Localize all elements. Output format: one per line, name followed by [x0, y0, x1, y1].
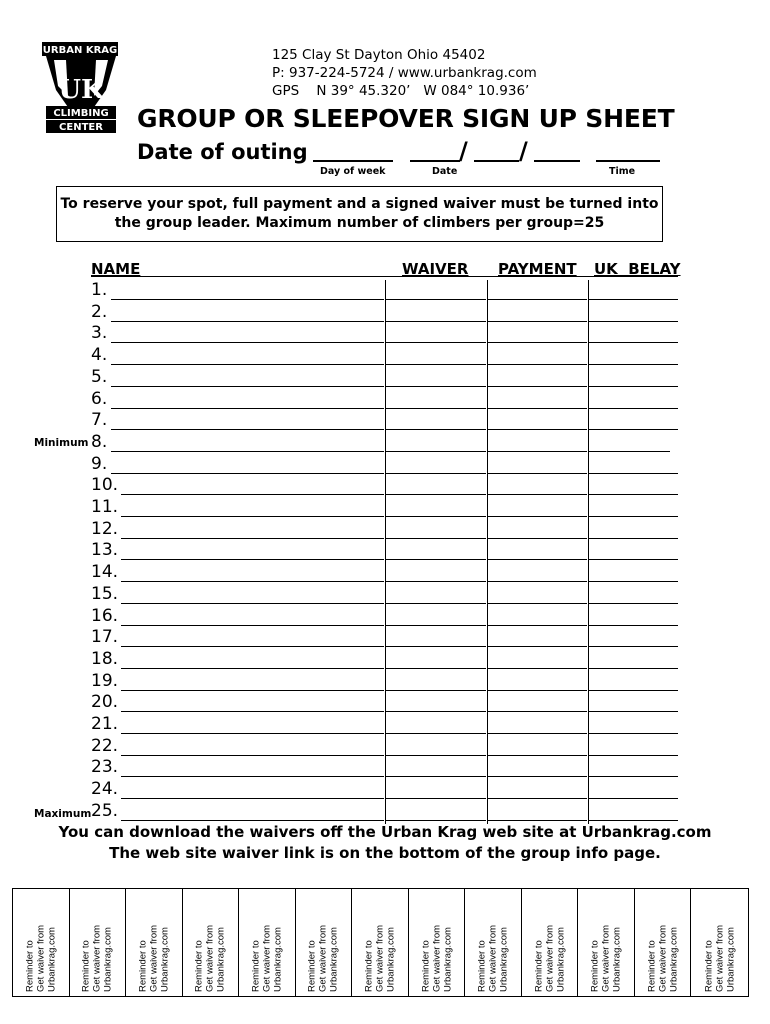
payment-field[interactable] [488, 429, 587, 430]
day-of-week-blank[interactable] [313, 160, 393, 162]
reminder-line: Urbankrag.com [555, 927, 567, 992]
reminder-line: Reminder to [420, 940, 432, 992]
belay-field[interactable] [589, 668, 678, 669]
row-number: 22. [91, 735, 119, 756]
reminder-strip [691, 889, 748, 996]
belay-field[interactable] [589, 776, 678, 777]
reminder-text [81, 925, 114, 992]
payment-field[interactable] [488, 690, 587, 691]
row-number: 4. [91, 345, 108, 366]
belay-field[interactable] [589, 538, 678, 539]
row-number: 24. [91, 779, 119, 800]
name-field[interactable] [121, 516, 384, 517]
notice-line-1: To reserve your spot, full payment and a signed waiver must be turned into [60, 196, 659, 212]
name-field[interactable] [121, 690, 384, 691]
payment-field[interactable] [488, 516, 587, 517]
address-phone-web: P: 937-224-5724 / www.urbankrag.com [272, 65, 537, 81]
row-number: 12. [91, 518, 119, 539]
reminder-text [590, 925, 623, 992]
minimum-label: Minimum [34, 437, 89, 449]
reminder-line: Get waiver from [374, 924, 386, 992]
date-slash-2: / [519, 137, 528, 165]
reminder-line: Get waiver from [600, 924, 612, 992]
payment-field[interactable] [488, 603, 587, 604]
reminder-line: Reminder to [80, 940, 92, 992]
belay-field[interactable] [589, 408, 678, 409]
row-number: 1. [91, 280, 108, 300]
reminder-text [363, 925, 396, 992]
name-field[interactable] [121, 625, 384, 626]
reminder-line: Get waiver from [544, 924, 556, 992]
reminder-line: Urbankrag.com [272, 927, 284, 992]
reminder-strip [239, 889, 296, 996]
reminder-line: Urbankrag.com [46, 927, 58, 992]
notice-box [56, 186, 663, 242]
name-field[interactable] [121, 494, 384, 495]
name-field[interactable] [121, 538, 384, 539]
waiver-field[interactable] [386, 473, 486, 474]
reminder-line: Urbankrag.com [611, 927, 623, 992]
maximum-label: Maximum [34, 808, 92, 820]
date-slash-1: / [459, 137, 468, 165]
waiver-field[interactable] [386, 386, 486, 387]
reminder-text [307, 925, 340, 992]
reminder-line: Reminder to [363, 940, 375, 992]
reminder-strip [635, 889, 692, 996]
payment-field[interactable] [488, 711, 587, 712]
name-field[interactable] [121, 646, 384, 647]
header-payment: PAYMENT [498, 260, 577, 278]
belay-field[interactable] [589, 342, 678, 343]
waiver-field[interactable] [386, 321, 486, 322]
reminder-text [24, 925, 57, 992]
payment-field[interactable] [488, 451, 587, 452]
header-rule [91, 276, 678, 277]
waiver-field[interactable] [386, 668, 486, 669]
time-caption: Time [609, 166, 636, 177]
name-field[interactable] [111, 364, 384, 365]
waiver-field[interactable] [386, 798, 486, 799]
notice-line-2: the group leader. Maximum number of climbers per group=25 [114, 215, 605, 231]
payment-field[interactable] [488, 625, 587, 626]
belay-field[interactable] [589, 473, 678, 474]
reminder-line: Reminder to [533, 940, 545, 992]
payment-field[interactable] [488, 342, 587, 343]
name-field[interactable] [111, 451, 384, 452]
header-waiver: WAIVER [402, 260, 469, 278]
row-number: 10. [91, 475, 119, 496]
belay-field[interactable] [589, 798, 678, 799]
payment-field[interactable] [488, 494, 587, 495]
payment-field[interactable] [488, 473, 587, 474]
row-number: 14. [91, 562, 119, 583]
column-divider-belay [588, 280, 589, 824]
belay-field[interactable] [589, 755, 678, 756]
reminder-text [646, 925, 679, 992]
reminder-line: Urbankrag.com [102, 927, 114, 992]
waiver-field[interactable] [386, 646, 486, 647]
name-field[interactable] [111, 321, 384, 322]
row-number: 5. [91, 366, 108, 387]
waiver-field[interactable] [386, 342, 486, 343]
reminder-line: Urbankrag.com [725, 927, 737, 992]
name-field[interactable] [121, 798, 384, 799]
row-number: 19. [91, 670, 119, 691]
waiver-field[interactable] [386, 559, 486, 560]
payment-field[interactable] [488, 798, 587, 799]
month-blank[interactable] [410, 160, 460, 162]
reminder-line: Reminder to [646, 940, 658, 992]
payment-field[interactable] [488, 733, 587, 734]
belay-field[interactable] [589, 559, 678, 560]
waiver-field[interactable] [386, 820, 486, 821]
belay-field[interactable] [589, 516, 678, 517]
reminder-text [420, 925, 453, 992]
logo-top-text: URBAN KRAG [42, 45, 118, 56]
reminder-strip [352, 889, 409, 996]
belay-field[interactable] [589, 690, 678, 691]
outing-label: Date of outing [137, 140, 308, 164]
reminder-strip [522, 889, 579, 996]
name-field[interactable] [121, 559, 384, 560]
belay-field[interactable] [589, 451, 670, 452]
waiver-field[interactable] [386, 451, 486, 452]
row-number: 16. [91, 605, 119, 626]
reminder-line: Reminder to [476, 940, 488, 992]
waiver-field[interactable] [386, 364, 486, 365]
reminder-line: Get waiver from [657, 924, 669, 992]
row-number: 6. [91, 388, 108, 409]
name-field[interactable] [111, 408, 384, 409]
name-field[interactable] [121, 755, 384, 756]
reminder-line: Get waiver from [148, 924, 160, 992]
reminder-strip [409, 889, 466, 996]
reminder-strip [70, 889, 127, 996]
payment-field[interactable] [488, 386, 587, 387]
belay-field[interactable] [589, 603, 678, 604]
row-number: 21. [91, 714, 119, 734]
row-number: 20. [91, 692, 119, 713]
waiver-field[interactable] [386, 690, 486, 691]
reminder-line: Reminder to [250, 940, 262, 992]
payment-field[interactable] [488, 668, 587, 669]
row-number: 13. [91, 540, 119, 561]
reminder-line: Reminder to [137, 940, 149, 992]
waiver-field[interactable] [386, 711, 486, 712]
belay-field[interactable] [589, 733, 678, 734]
reminder-line: Urbankrag.com [498, 927, 510, 992]
reminder-line: Urbankrag.com [442, 927, 454, 992]
row-number: 11. [91, 497, 119, 517]
reminder-strip [13, 889, 70, 996]
time-blank[interactable] [596, 160, 660, 162]
reminder-strip [183, 889, 240, 996]
reminder-text [703, 925, 736, 992]
waiver-field[interactable] [386, 625, 486, 626]
waiver-field[interactable] [386, 299, 486, 300]
header-name: NAME [91, 260, 141, 278]
name-field[interactable] [121, 776, 384, 777]
column-divider-waiver [385, 280, 386, 824]
reminder-line: Get waiver from [91, 924, 103, 992]
belay-field[interactable] [589, 364, 678, 365]
name-field[interactable] [111, 342, 384, 343]
reminder-line: Get waiver from [487, 924, 499, 992]
logo-bottom-text-1: CLIMBING [53, 108, 109, 119]
name-field[interactable] [121, 711, 384, 712]
reminder-strip [578, 889, 635, 996]
logo-bottom-text-2: CENTER [59, 122, 103, 133]
belay-field[interactable] [589, 429, 678, 430]
payment-field[interactable] [488, 299, 587, 300]
payment-field[interactable] [488, 559, 587, 560]
reminder-line: Get waiver from [261, 924, 273, 992]
reminder-text [533, 925, 566, 992]
belay-field[interactable] [589, 299, 678, 300]
reminder-strip [296, 889, 353, 996]
belay-field[interactable] [589, 321, 678, 322]
belay-field[interactable] [589, 581, 678, 582]
name-field[interactable] [121, 820, 384, 821]
row-number: 25. [91, 800, 119, 821]
waiver-field[interactable] [386, 429, 486, 430]
name-field[interactable] [111, 429, 384, 430]
header-belay: UK BELAY [594, 260, 681, 278]
payment-field[interactable] [488, 581, 587, 582]
payment-field[interactable] [488, 408, 587, 409]
row-number: 18. [91, 648, 119, 669]
footer-line-1: You can download the waivers off the Urban Krag web site at Urbankrag.com [58, 823, 712, 841]
name-field[interactable] [121, 603, 384, 604]
column-divider-payment [487, 280, 488, 824]
footer-line-2: The web site waiver link is on the bottom of the group info page. [109, 844, 661, 862]
name-field[interactable] [111, 473, 384, 474]
page-title: GROUP OR SLEEPOVER SIGN UP SHEET [137, 104, 675, 133]
address-block [272, 46, 537, 100]
row-number: 17. [91, 627, 119, 648]
reminder-line: Urbankrag.com [159, 927, 171, 992]
reminder-line: Get waiver from [714, 924, 726, 992]
reminder-line: Get waiver from [431, 924, 443, 992]
address-gps: GPS N 39° 45.320’ W 084° 10.936’ [272, 83, 530, 99]
belay-field[interactable] [589, 625, 678, 626]
reminder-line: Urbankrag.com [385, 927, 397, 992]
payment-field[interactable] [488, 755, 587, 756]
reminder-strip [126, 889, 183, 996]
waiver-field[interactable] [386, 733, 486, 734]
reminder-line: Urbankrag.com [328, 927, 340, 992]
reminder-text [137, 925, 170, 992]
waiver-field[interactable] [386, 755, 486, 756]
reminder-text [477, 925, 510, 992]
payment-field[interactable] [488, 364, 587, 365]
waiver-field[interactable] [386, 538, 486, 539]
reminder-line: Get waiver from [204, 924, 216, 992]
name-field[interactable] [121, 581, 384, 582]
year-blank[interactable] [534, 160, 580, 162]
logo-letters: UK [58, 75, 104, 105]
reminder-strip [465, 889, 522, 996]
waiver-field[interactable] [386, 581, 486, 582]
belay-field[interactable] [589, 820, 678, 821]
reminder-line: Reminder to [306, 940, 318, 992]
reminder-line: Get waiver from [317, 924, 329, 992]
address-street: 125 Clay St Dayton Ohio 45402 [272, 47, 486, 63]
row-number: 3. [91, 323, 108, 344]
date-caption: Date [432, 166, 458, 177]
belay-field[interactable] [589, 711, 678, 712]
day-blank[interactable] [474, 160, 519, 162]
row-number: 7. [91, 410, 108, 431]
name-field[interactable] [111, 299, 384, 300]
payment-field[interactable] [488, 646, 587, 647]
reminder-line: Get waiver from [35, 924, 47, 992]
belay-field[interactable] [589, 494, 678, 495]
payment-field[interactable] [488, 538, 587, 539]
name-field[interactable] [121, 733, 384, 734]
waiver-field[interactable] [386, 408, 486, 409]
waiver-field[interactable] [386, 516, 486, 517]
row-number: 2. [91, 301, 108, 322]
reminder-strips [12, 888, 749, 997]
reminder-text [250, 925, 283, 992]
reminder-line: Reminder to [703, 940, 715, 992]
row-number: 9. [91, 453, 108, 474]
payment-field[interactable] [488, 321, 587, 322]
urban-krag-logo [36, 40, 126, 136]
belay-field[interactable] [589, 646, 678, 647]
payment-field[interactable] [488, 776, 587, 777]
reminder-line: Urbankrag.com [215, 927, 227, 992]
row-number: 8. [91, 431, 108, 452]
day-of-week-caption: Day of week [320, 166, 386, 177]
name-field[interactable] [121, 668, 384, 669]
reminder-line: Urbankrag.com [668, 927, 680, 992]
belay-field[interactable] [589, 386, 678, 387]
reminder-line: Reminder to [589, 940, 601, 992]
reminder-line: Reminder to [193, 940, 205, 992]
waiver-field[interactable] [386, 603, 486, 604]
row-number: 23. [91, 757, 119, 778]
row-number: 15. [91, 583, 119, 604]
waiver-field[interactable] [386, 494, 486, 495]
waiver-field[interactable] [386, 776, 486, 777]
reminder-text [194, 925, 227, 992]
reminder-line: Reminder to [24, 940, 36, 992]
payment-field[interactable] [488, 820, 587, 821]
name-field[interactable] [111, 386, 384, 387]
